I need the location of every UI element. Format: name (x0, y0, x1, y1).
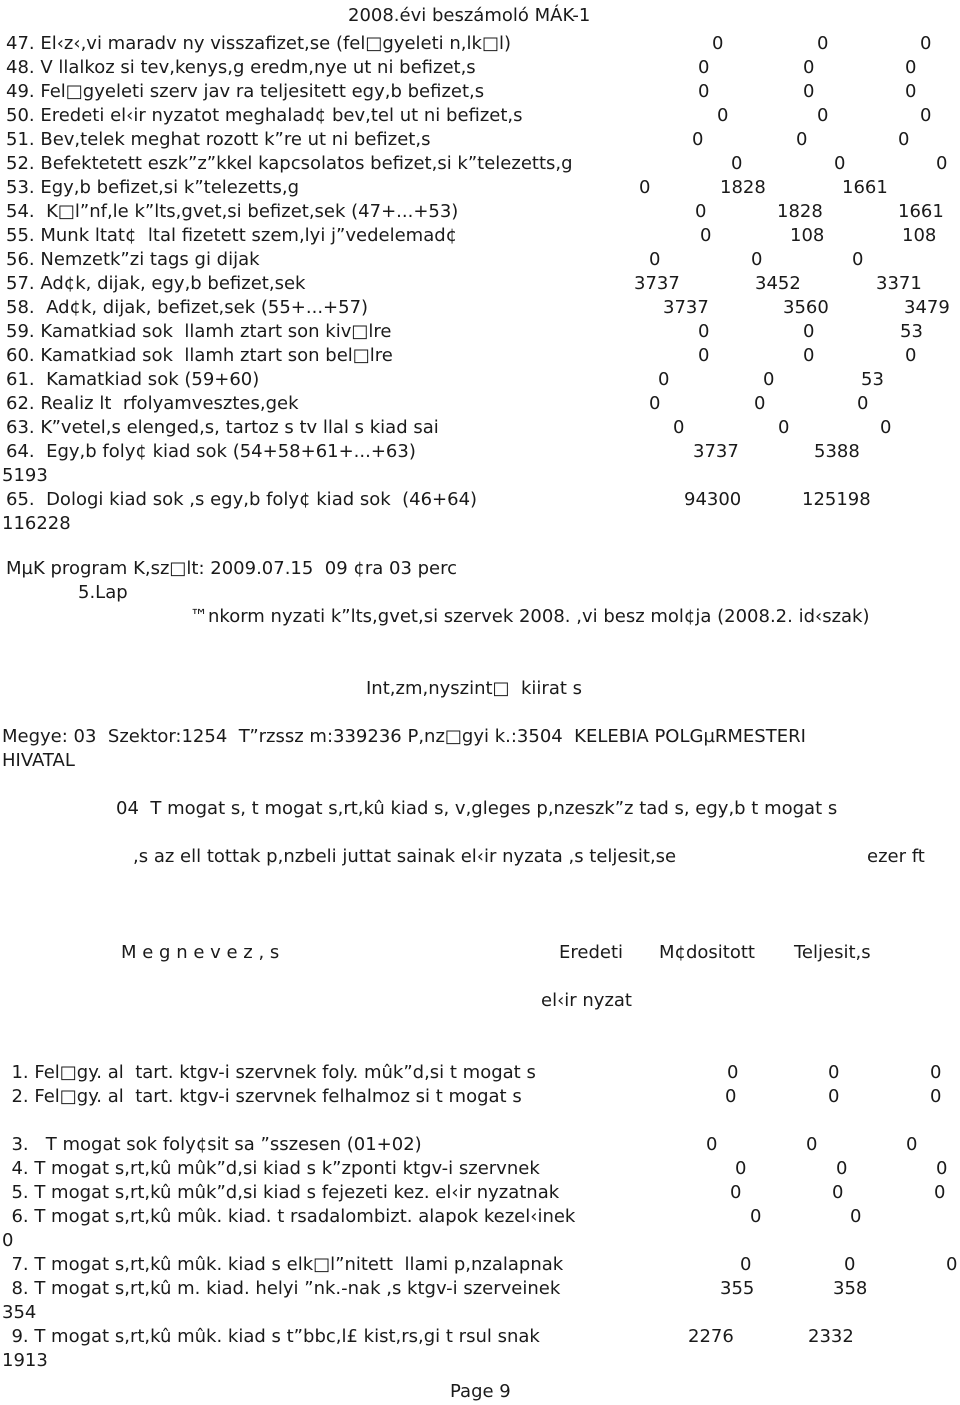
value-actual: 0 (857, 393, 869, 414)
value-original: 0 (649, 393, 661, 414)
form-title: Int,zm,nyszint□ kiirat s (366, 678, 583, 699)
value-original: 0 (639, 177, 651, 198)
row-label: 7. T mogat s,rt,kû mûk. kiad s elk□l”nitett llami p,nzalapnak (0, 1254, 564, 1275)
program-line: MµK program K,sz□lt: 2009.07.15 09 ¢ra 03 perc (6, 558, 458, 579)
row-label: 55. Munk ltat¢ ltal fizetett szem,lyi j”vedelemad¢ (6, 225, 458, 246)
row-label: 60. Kamatkiad sok llamh ztart son bel□lre (6, 345, 393, 366)
row-label: 63. K”vetel,s elenged,s, tartoz s tv llal s kiad sai (6, 417, 439, 438)
value-original: 94300 (684, 489, 742, 510)
value-actual: 0 (906, 1134, 918, 1155)
value-modified: 2332 (808, 1326, 854, 1347)
value-modified: 0 (817, 33, 829, 54)
row-label: 53. Egy,b befizet,si k”telezetts,g (6, 177, 300, 198)
value-original: 0 (698, 345, 710, 366)
value-original: 0 (731, 153, 743, 174)
row-label: 50. Eredeti el‹ir nyzatot meghalad¢ bev,tel ut ni befizet,s (6, 105, 523, 126)
value-original: 0 (673, 417, 685, 438)
value-actual: 0 (852, 249, 864, 270)
value-original: 0 (712, 33, 724, 54)
row-label: 59. Kamatkiad sok llamh ztart son kiv□lre (6, 321, 392, 342)
value-modified: 5388 (814, 441, 860, 462)
value-original: 0 (717, 105, 729, 126)
page-footer: Page 9 (450, 1381, 511, 1402)
value-original: 3737 (663, 297, 709, 318)
row-label: 57. Ad¢k, dijak, egy,b befizet,sek (6, 273, 306, 294)
value-actual: 0 (936, 153, 948, 174)
row-label: 4. T mogat s,rt,kû mûk”d,si kiad s k”zponti ktgv-i szervnek (0, 1158, 540, 1179)
value-original: 0 (658, 369, 670, 390)
row-label: 9. T mogat s,rt,kû mûk. kiad s t”bbc,l£ kist,rs,gi t rsul snak (0, 1326, 540, 1347)
value-actual: 0 (905, 345, 917, 366)
column-header-modified: M¢dositott (659, 942, 755, 963)
row-label: 3. T mogat sok foly¢sit sa ”sszesen (01+02) (0, 1134, 422, 1155)
value-modified: 0 (796, 129, 808, 150)
value-modified: 125198 (802, 489, 871, 510)
row-label: 1. Fel□gy. al tart. ktgv-i szervnek foly. mûk”d,si t mogat s (0, 1062, 536, 1083)
unit-label: ezer ft (867, 846, 925, 867)
row-label: 54. K□l”nf,le k”lts,gvet,si befizet,sek (47+...+53) (6, 201, 459, 222)
value-actual: 1661 (898, 201, 944, 222)
column-header-original: Eredeti (559, 942, 624, 963)
org-line-2: HIVATAL (2, 750, 75, 771)
value-original: 2276 (688, 1326, 734, 1347)
value-original: 0 (727, 1062, 739, 1083)
row-label: 56. Nemzetk”zi tags gi dijak (6, 249, 260, 270)
value-original: 0 (692, 129, 704, 150)
value-actual: 0 (905, 57, 917, 78)
value-actual: 0 (920, 33, 932, 54)
value-original: 0 (698, 57, 710, 78)
row-label: 47. El‹z‹,vi maradv ny visszafizet,se (fel□gyeleti n,lk□l) (6, 33, 511, 54)
lap-label: 5.Lap (78, 582, 128, 603)
value-modified: 3452 (755, 273, 801, 294)
row-label: 6. T mogat s,rt,kû mûk. kiad. t rsadalombizt. alapok kezel‹inek (0, 1206, 576, 1227)
row-label: 52. Befektetett eszk”z”kkel kapcsolatos befizet,si k”telezetts,g (6, 153, 573, 174)
value-original: 0 (698, 321, 710, 342)
value-modified: 108 (790, 225, 825, 246)
value-original: 355 (720, 1278, 755, 1299)
row-label: 5. T mogat s,rt,kû mûk”d,si kiad s fejezeti kez. el‹ir nyzatnak (0, 1182, 560, 1203)
value-actual: 108 (902, 225, 937, 246)
value-modified: 0 (751, 249, 763, 270)
value-modified: 0 (806, 1134, 818, 1155)
row-label: 49. Fel□gyeleti szerv jav ra teljesitett egy,b befizet,s (6, 81, 485, 102)
value-modified: 1828 (777, 201, 823, 222)
value-modified: 0 (834, 153, 846, 174)
value-original: 3737 (634, 273, 680, 294)
row-label: 2. Fel□gy. al tart. ktgv-i szervnek felhalmoz si t mogat s (0, 1086, 522, 1107)
value-actual: 0 (920, 105, 932, 126)
value-modified: 0 (828, 1086, 840, 1107)
value-original: 0 (740, 1254, 752, 1275)
value-original: 0 (649, 249, 661, 270)
value-modified: 0 (828, 1062, 840, 1083)
value-original: 0 (695, 201, 707, 222)
document-header: 2008.évi beszámoló MÁK-1 (348, 5, 591, 26)
value-modified: 0 (763, 369, 775, 390)
value-actual: 0 (930, 1062, 942, 1083)
org-line-1: Megye: 03 Szektor:1254 T”rzssz m:339236 P,nz□gyi k.:3504 KELEBIA POLGµRMESTERI (2, 726, 806, 747)
column-header-actual: Teljesit,s (794, 942, 871, 963)
value-actual: 0 (905, 81, 917, 102)
value-original: 0 (735, 1158, 747, 1179)
row-label: 48. V llalkoz si tev,kenys,g eredm,nye ut ni befizet,s (6, 57, 476, 78)
value-modified: 0 (817, 105, 829, 126)
value-actual: 0 (880, 417, 892, 438)
value-actual: 1661 (842, 177, 888, 198)
value-actual: 53 (900, 321, 923, 342)
value-original: 0 (730, 1182, 742, 1203)
value-actual: 0 (930, 1086, 942, 1107)
value-modified: 358 (833, 1278, 868, 1299)
value-actual-wrapped: 116228 (2, 513, 71, 534)
row-label: 65. Dologi kiad sok ,s egy,b foly¢ kiad sok (46+64) (6, 489, 478, 510)
value-modified: 0 (803, 345, 815, 366)
value-original: 0 (750, 1206, 762, 1227)
column-header-name: M e g n e v e z , s (121, 942, 280, 963)
value-modified: 0 (832, 1182, 844, 1203)
value-actual: 0 (934, 1182, 946, 1203)
row-label: 8. T mogat s,rt,kû m. kiad. helyi ”nk.-nak ,s ktgv-i szerveinek (0, 1278, 561, 1299)
value-original: 0 (706, 1134, 718, 1155)
value-modified: 0 (778, 417, 790, 438)
value-original: 0 (700, 225, 712, 246)
value-actual: 3371 (876, 273, 922, 294)
report-subtitle: ™nkorm nyzati k”lts,gvet,si szervek 2008. ,vi besz mol¢ja (2008.2. id‹szak) (190, 606, 870, 627)
value-original: 3737 (693, 441, 739, 462)
value-actual: 0 (946, 1254, 958, 1275)
value-modified: 1828 (720, 177, 766, 198)
value-modified: 0 (754, 393, 766, 414)
value-actual: 3479 (904, 297, 950, 318)
value-original: 0 (698, 81, 710, 102)
row-label: 51. Bev,telek meghat rozott k”re ut ni befizet,s (6, 129, 431, 150)
value-modified: 0 (803, 57, 815, 78)
value-actual-wrapped: 5193 (2, 465, 48, 486)
value-actual: 53 (861, 369, 884, 390)
section-title-line-1: 04 T mogat s, t mogat s,rt,kû kiad s, v,gleges p,nzeszk”z tad s, egy,b t mogat s (116, 798, 838, 819)
value-actual: 0 (898, 129, 910, 150)
section-title-line-2: ,s az ell tottak p,nzbeli juttat sainak el‹ir nyzata ,s teljesit,se (133, 846, 677, 867)
row-label: 61. Kamatkiad sok (59+60) (6, 369, 260, 390)
value-modified: 0 (844, 1254, 856, 1275)
value-modified: 0 (850, 1206, 862, 1227)
row-label: 64. Egy,b foly¢ kiad sok (54+58+61+...+63) (6, 441, 416, 462)
value-actual-wrapped: 0 (2, 1230, 14, 1251)
row-label: 62. Realiz lt rfolyamvesztes,gek (6, 393, 299, 414)
row-label: 58. Ad¢k, dijak, befizet,sek (55+...+57) (6, 297, 369, 318)
column-header-original-line-2: el‹ir nyzat (541, 990, 632, 1011)
value-modified: 3560 (783, 297, 829, 318)
value-actual: 0 (936, 1158, 948, 1179)
value-modified: 0 (836, 1158, 848, 1179)
value-modified: 0 (803, 81, 815, 102)
value-original: 0 (725, 1086, 737, 1107)
value-modified: 0 (803, 321, 815, 342)
value-actual-wrapped: 1913 (2, 1350, 48, 1371)
value-actual-wrapped: 354 (2, 1302, 37, 1323)
